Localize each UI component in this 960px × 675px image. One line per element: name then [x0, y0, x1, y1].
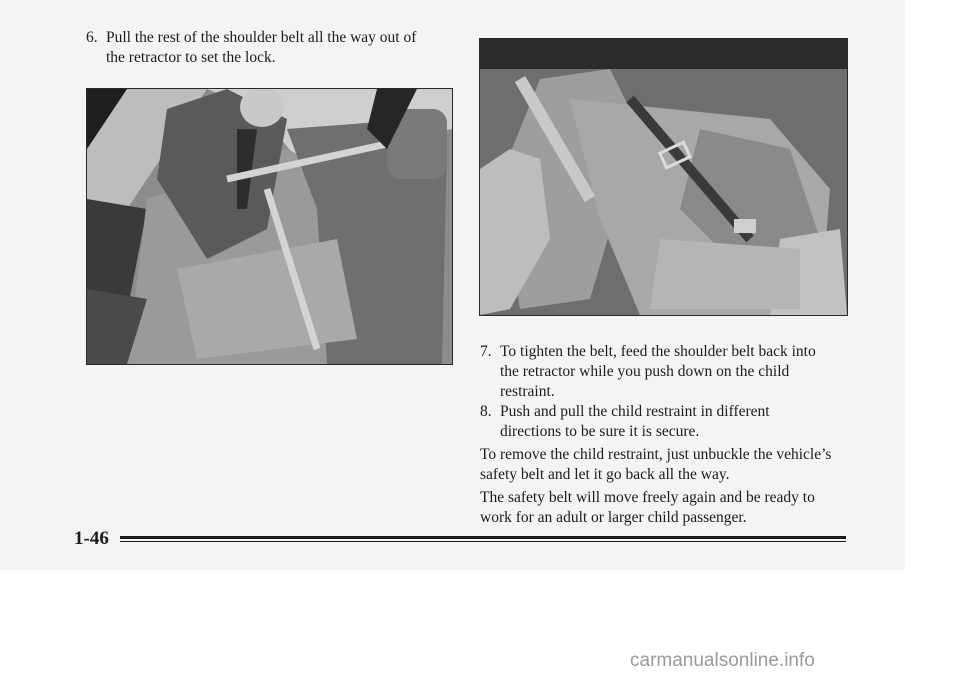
paragraph-remove-line-2: safety belt and let it go back all the way. — [480, 466, 730, 483]
paragraph-safety-line-2: work for an adult or larger child passenger. — [480, 509, 747, 526]
illustration-pull-shoulder-belt — [86, 88, 453, 365]
step-7 — [480, 342, 860, 402]
step-6-line-1: Pull the rest of the shoulder belt all the way out of — [106, 29, 417, 46]
step-7-line-2: the retractor while you push down on the child — [500, 363, 790, 380]
step-8-line-2: directions to be sure it is secure. — [500, 423, 700, 440]
paragraph-remove-restraint — [480, 445, 880, 485]
page-number: 1-46 — [74, 528, 109, 549]
step-6-number: 6. — [86, 29, 98, 46]
illustration-child-restraint-belt — [479, 38, 848, 316]
paragraph-remove-line-1: To remove the child restraint, just unbuckle the vehicle’s — [480, 446, 832, 463]
step-7-line-1: To tighten the belt, feed the shoulder belt back into — [500, 343, 816, 360]
step-8-number: 8. — [480, 403, 492, 420]
step-6 — [86, 28, 466, 68]
step-7-line-3: restraint. — [500, 383, 555, 400]
paragraph-safety-line-1: The safety belt will move freely again and be ready to — [480, 489, 815, 506]
watermark-text: carmanualsonline.info — [630, 650, 815, 671]
step-8-line-1: Push and pull the child restraint in different — [500, 403, 770, 420]
step-7-number: 7. — [480, 343, 492, 360]
step-6-line-2: the retractor to set the lock. — [106, 49, 276, 66]
footer-rule-thin — [120, 541, 846, 542]
paragraph-safety-belt — [480, 488, 880, 528]
step-8 — [480, 402, 860, 442]
footer-rule-thick — [120, 536, 846, 539]
